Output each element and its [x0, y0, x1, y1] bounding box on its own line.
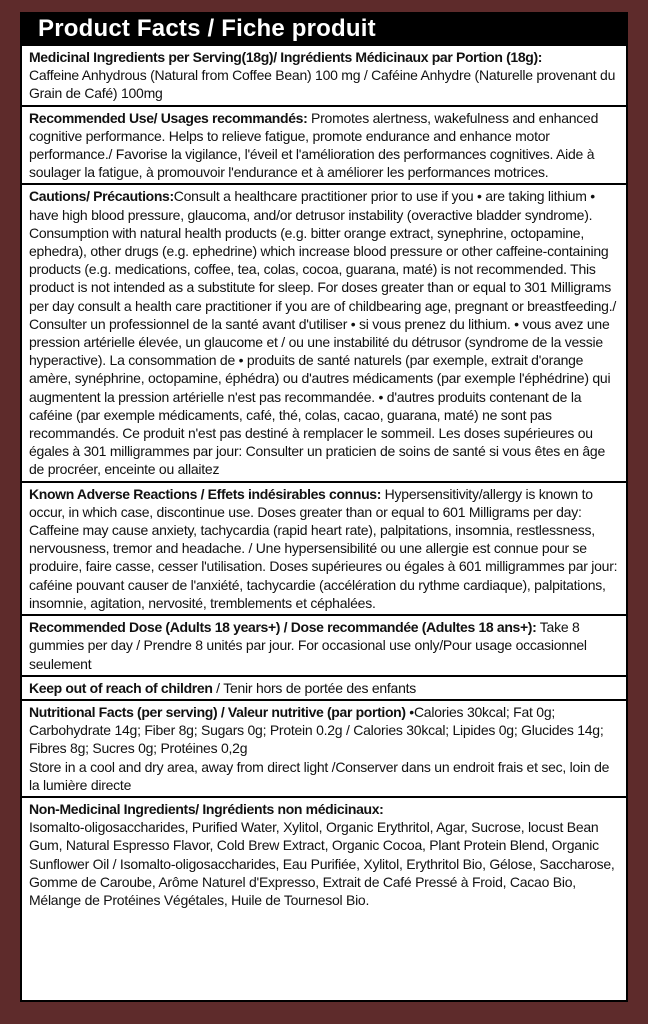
cautions-section	[22, 183, 626, 480]
adverse-reactions-text: Hypersensitivity/allergy is known to occur, in which case, discontinue use. Doses greater than or equal to 601 Milligrams per day: Caffeine may cause anxiety, tachycardia (rapid heart rate), palpitations, insomnia, restlessness, nervousness, tremor and headache. / Une hypersensibilité ou une allergie est connue pour se produire, faire casse, cesser l'utilisation. Doses supérieures ou égales à 601 milligrammes par jour: caféine pouvant causer de l'anxiété, tachycardie (accélération du rythme cardiaque), palpitations, insomnie, agitation, nervosité, tremblements et céphalées.	[29, 485, 618, 611]
cautions-label: Cautions/ Précautions:	[29, 188, 174, 205]
non-medicinal-ingredients-text: Isomalto-oligosaccharides, Purified Water, Xylitol, Organic Erythritol, Agar, Sucrose, locust Bean Gum, Natural Espresso Flavor, Cold Brew Extract, Organic Cocoa, Plant Protein Blend, Organic Sunflower Oil / Isomalto-oligosaccharides, Eau Purifiée, Xylitol, Erythritol Bio, Gélose, Saccharose, Gomme de Caroube, Arôme Naturel d'Expresso, Extrait de Café Pressé à Froid, Cacao Bio, Mélange de Protéines Végétales, Huile de Tournesol Bio.	[29, 819, 615, 908]
keep-out-of-reach-label: Keep out of reach of children	[29, 679, 213, 696]
product-facts-panel	[20, 12, 628, 1002]
recommended-dose-section	[22, 614, 626, 675]
medicinal-ingredients-text: Caffeine Anhydrous (Natural from Coffee Bean) 100 mg / Caféine Anhydre (Naturelle provenant du Grain de Café) 100mg	[29, 67, 616, 102]
non-medicinal-ingredients-label: Non-Medicinal Ingredients/ Ingrédients non médicinaux:	[29, 800, 384, 817]
recommended-use-text: Promotes alertness, wakefulness and enhanced cognitive performance. Helps to relieve fatigue, promote endurance and enhance motor performance./ Favorise la vigilance, l'éveil et l'amélioration des performances cognitives. Aide à soulager la fatigue, à promouvoir l'endurance et à améliorer les performances motrices.	[29, 109, 599, 181]
recommended-use-label: Recommended Use/ Usages recommandés:	[29, 109, 308, 126]
keep-out-of-reach-text: / Tenir hors de portée des enfants	[212, 679, 417, 696]
keep-out-of-reach-section	[22, 675, 626, 699]
recommended-dose-label: Recommended Dose (Adults 18 years+) / Dose recommandée (Adultes 18 ans+):	[29, 619, 537, 636]
nutrition-facts-label: Nutritional Facts (per serving) / Valeur nutritive (par portion)	[29, 703, 406, 720]
non-medicinal-ingredients-section	[22, 796, 626, 911]
nutrition-facts-text: •Calories 30kcal; Fat 0g; Carbohydrate 14g; Fiber 8g; Sugars 0g; Protein 0.2g / Calories 30kcal; Lipides 0g; Glucides 14g; Fibres 8g; Sucres 0g; Protéines 0,2g	[29, 703, 604, 757]
medicinal-ingredients-section	[22, 44, 626, 105]
adverse-reactions-section	[22, 481, 626, 614]
medicinal-ingredients-label: Medicinal Ingredients per Serving(18g)/ Ingrédients Médicinaux par Portion (18g):	[29, 49, 543, 65]
recommended-use-section	[22, 105, 626, 184]
recommended-dose-text: Take 8 gummies per day / Prendre 8 unités par jour. For occasional use only/Pour usage occasionnel seulement	[29, 619, 587, 672]
adverse-reactions-label: Known Adverse Reactions / Effets indésirables connus:	[29, 485, 382, 502]
nutrition-facts-section	[22, 699, 626, 796]
storage-text: Store in a cool and dry area, away from direct light /Conserver dans un endroit frais et sec, loin de la lumière directe	[29, 758, 610, 793]
page-title: Product Facts / Fiche produit	[22, 14, 626, 44]
cautions-text: Consult a healthcare practitioner prior to use if you • are taking lithium • have high blood pressure, glaucoma, and/or detrusor instability (overactive bladder syndrome). Consumption with natural health products (e.g. bitter orange extract, synephrine, octopamine, ephedra), other drugs (e.g. ephedrine) which increase blood pressure or other caffeine-containing products (e.g. medications, coffee, tea, colas, cocoa, guarana, maté) is not recommended. This product is not intended as a substitute for sleep. For doses greater than or equal to 301 Milligrams per day consult a health care practitioner if you are of childbearing age, pregnant or breastfeeding./ Consulter un professionnel de la santé avant d'utiliser • si vous prenez du lithium. • vous avez une pression artérielle élevée, un glaucome et / ou une instabilité du détrusor (syndrome de la vessie hyperactive). La consommation de • produits de santé naturels (par exemple, extrait d'orange amère, synéphrine, octopamine, éphédra) ou d'autres médicaments (par exemple l'éphédrine) qui augmentent la pression artérielle n'est pas recommandée. • d'autres produits contenant de la caféine (par exemple médicaments, café, thé, colas, cacao, guarana, maté) ne sont pas recommandés. Ce produit n'est pas destiné à remplacer le sommeil. Les doses supérieures ou égales à 301 milligrammes par jour: Consulter un praticien de soins de santé si vous êtes en âge de procréer, enceinte ou allaitez	[29, 188, 616, 478]
